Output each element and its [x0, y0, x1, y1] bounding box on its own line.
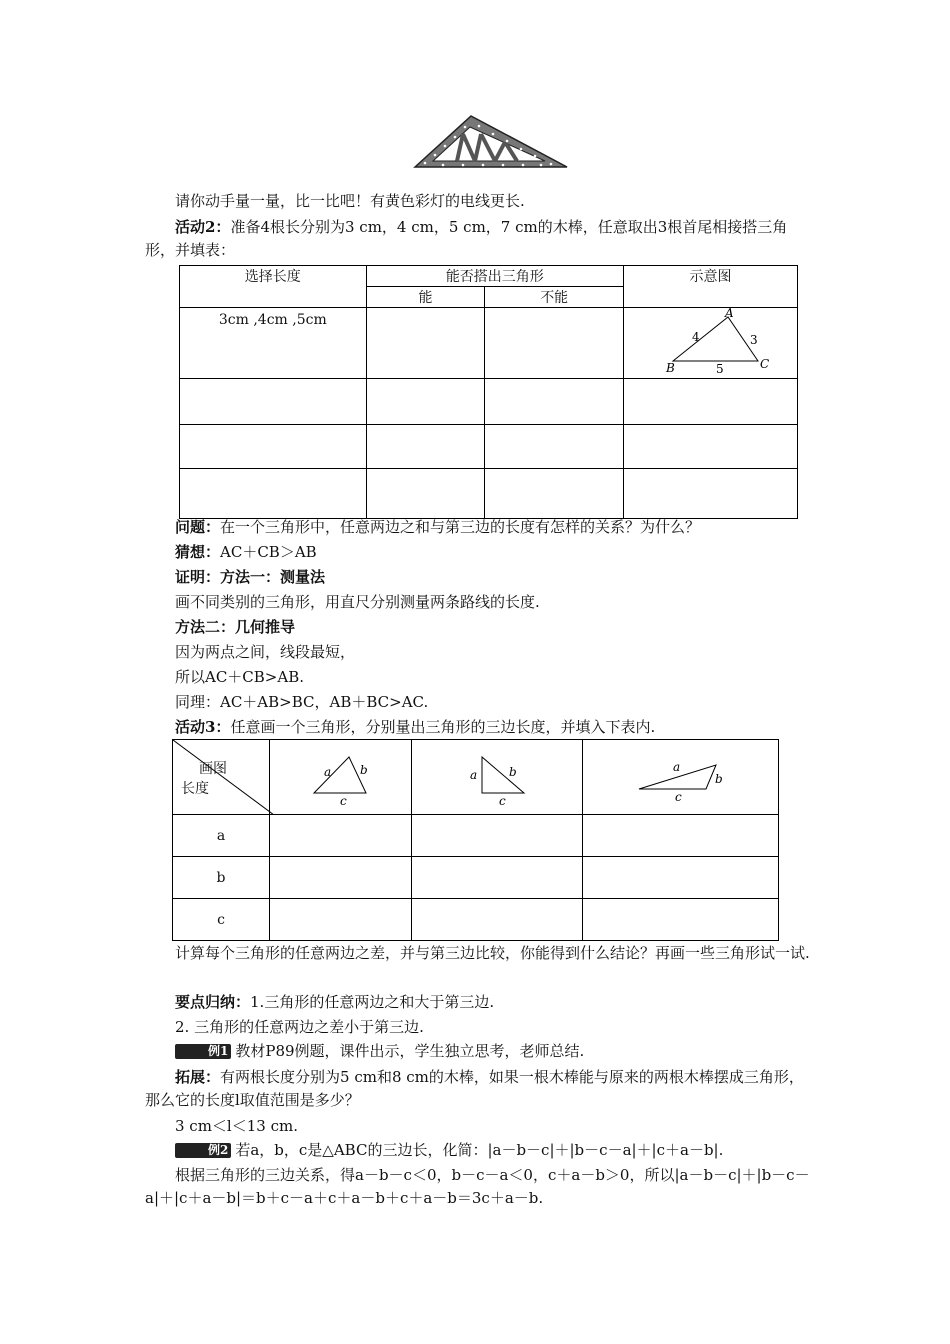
- activity3-table: [172, 739, 779, 941]
- row-a-label: a: [173, 815, 270, 857]
- row1-lengths: 3cm ,4cm ,5cm: [218, 312, 327, 328]
- row3-no-cell: [485, 425, 624, 469]
- tri1-side-a: a: [324, 765, 332, 779]
- method2-label: 方法二：几何推导: [175, 618, 296, 636]
- tri3-side-a: a: [673, 760, 681, 774]
- row-b-cell-2: [412, 857, 583, 899]
- activity3-label: 活动3：: [175, 718, 231, 736]
- tri1-side-c: c: [340, 794, 347, 805]
- row2-no-cell: [485, 379, 624, 425]
- tri1-side-b: b: [360, 763, 368, 777]
- tri2-side-c: c: [499, 794, 506, 805]
- side-3-label: 3: [749, 333, 758, 347]
- row3-lengths-cell: [180, 425, 367, 469]
- row-c-cell-1: [270, 899, 412, 941]
- example1-line: [145, 1040, 810, 1063]
- row-b-label: b: [173, 857, 270, 899]
- key-points-line: [145, 991, 810, 1014]
- row1-no-cell: [485, 308, 624, 379]
- likewise-line: 同理：AC＋AB>BC，AB＋BC>AC.: [175, 693, 429, 711]
- example1-text: 教材P89例题，课件出示，学生独立思考，老师总结.: [235, 1042, 585, 1060]
- activity2-text: 准备4根长分别为3 cm，4 cm，5 cm，7 cm的木棒，任意取出3根首尾相接搭三角形，并填表：: [145, 218, 788, 259]
- row4-diagram-cell: [624, 469, 798, 519]
- tri2-side-b: b: [509, 765, 517, 779]
- proof-label: 证明：方法一：测量法: [175, 568, 326, 586]
- extension-text: 有两根长度分别为5 cm和8 cm的木棒，如果一根木棒能与原来的两根木棒摆成三角形，那么它的长度l取值范围是多少？: [145, 1068, 804, 1109]
- example2-line: [145, 1139, 810, 1162]
- tri2-side-a: a: [470, 768, 478, 782]
- activity3-line: [145, 716, 810, 739]
- header-can-form: 能否搭出三角形: [366, 266, 623, 287]
- guess-line: [145, 541, 810, 564]
- vertex-c-label: C: [759, 357, 769, 371]
- tri3-side-b: b: [715, 772, 723, 786]
- corner-draw-label: 画图: [199, 761, 227, 777]
- row2-yes-cell: [366, 379, 485, 425]
- question-label: 问题：: [175, 518, 221, 536]
- row4-no-cell: [485, 469, 624, 519]
- row3-yes-cell: [366, 425, 485, 469]
- row4-yes-cell: [366, 469, 485, 519]
- header-no: 不能: [485, 287, 624, 308]
- row3-diagram-cell: [624, 425, 798, 469]
- side-4-label: 4: [691, 330, 700, 344]
- because-line: 因为两点之间，线段最短，: [175, 643, 356, 661]
- extension-answer: 3 cm＜l＜13 cm.: [175, 1117, 298, 1135]
- extension-paragraph: [145, 1066, 810, 1112]
- row-a-cell-2: [412, 815, 583, 857]
- example2-text: 若a，b，c是△ABC的三边长，化简：|a－b－c|＋|b－c－a|＋|c＋a－b|.: [235, 1141, 724, 1159]
- triangle3-cell: [583, 740, 779, 815]
- row1-lengths-cell: [180, 308, 367, 379]
- solution-paragraph: 根据三角形的三边关系，得a－b－c＜0，b－c－a＜0，c＋a－b＞0，所以|a－b－c|＋|b－c－a|＋|c＋a－b|＝b＋c－a＋c＋a－b＋c＋a－b＝3c＋a－b.: [145, 1166, 810, 1207]
- side-5-label: 5: [715, 362, 724, 374]
- tri3-side-c: c: [675, 790, 682, 804]
- activity2-paragraph: [145, 216, 810, 262]
- key-points-label: 要点归纳：: [175, 993, 251, 1011]
- roof-truss-image: [413, 112, 571, 170]
- guess-text: AC＋CB＞AB: [220, 543, 317, 561]
- row1-yes-cell: [366, 308, 485, 379]
- guess-label: 猜想：: [175, 543, 221, 561]
- triangle1-cell: [270, 740, 412, 815]
- example2-badge: 例2: [175, 1143, 231, 1158]
- extension-label: 拓展：: [175, 1068, 221, 1086]
- example1-badge: 例1: [175, 1044, 231, 1059]
- row1-diagram-cell: [624, 308, 798, 379]
- corner-header-cell: [173, 740, 270, 815]
- question-line: [145, 516, 810, 539]
- row-c-label: c: [173, 899, 270, 941]
- header-choose-length: 选择长度: [180, 266, 367, 308]
- vertex-a-label: A: [724, 308, 734, 320]
- activity2-label: 活动2：: [175, 218, 231, 236]
- row4-lengths-cell: [180, 469, 367, 519]
- triangle1-diagram: [270, 745, 411, 805]
- so-line: 所以AC＋CB>AB.: [175, 668, 305, 686]
- row2-lengths-cell: [180, 379, 367, 425]
- header-diagram: 示意图: [624, 266, 798, 308]
- row-a-cell-1: [270, 815, 412, 857]
- row-b-cell-3: [583, 857, 779, 899]
- key-point-1: 1.三角形的任意两边之和大于第三边.: [250, 993, 495, 1011]
- key-point-2: 2. 三角形的任意两边之差小于第三边.: [175, 1018, 424, 1036]
- calc-paragraph: 计算每个三角形的任意两边之差，并与第三边比较，你能得到什么结论？再画一些三角形试一试.: [175, 944, 810, 962]
- row-a-cell-3: [583, 815, 779, 857]
- triangle2-diagram: [412, 745, 582, 805]
- triangle3-diagram: [583, 745, 778, 805]
- vertex-b-label: B: [665, 361, 675, 374]
- intro-line: 请你动手量一量，比一比吧！有黄色彩灯的电线更长.: [175, 192, 525, 210]
- triangle2-cell: [412, 740, 583, 815]
- row-c-cell-2: [412, 899, 583, 941]
- question-text: 在一个三角形中，任意两边之和与第三边的长度有怎样的关系？为什么？: [220, 518, 701, 536]
- activity3-text: 任意画一个三角形，分别量出三角形的三边长度，并填入下表内.: [230, 718, 656, 736]
- proof1-text: 画不同类别的三角形，用直尺分别测量两条路线的长度.: [175, 593, 540, 611]
- row-c-cell-3: [583, 899, 779, 941]
- row2-diagram-cell: [624, 379, 798, 425]
- triangle-abc-diagram: [636, 308, 786, 374]
- corner-length-label: 长度: [181, 781, 209, 797]
- row-b-cell-1: [270, 857, 412, 899]
- header-yes: 能: [366, 287, 485, 308]
- activity2-table: [179, 265, 798, 519]
